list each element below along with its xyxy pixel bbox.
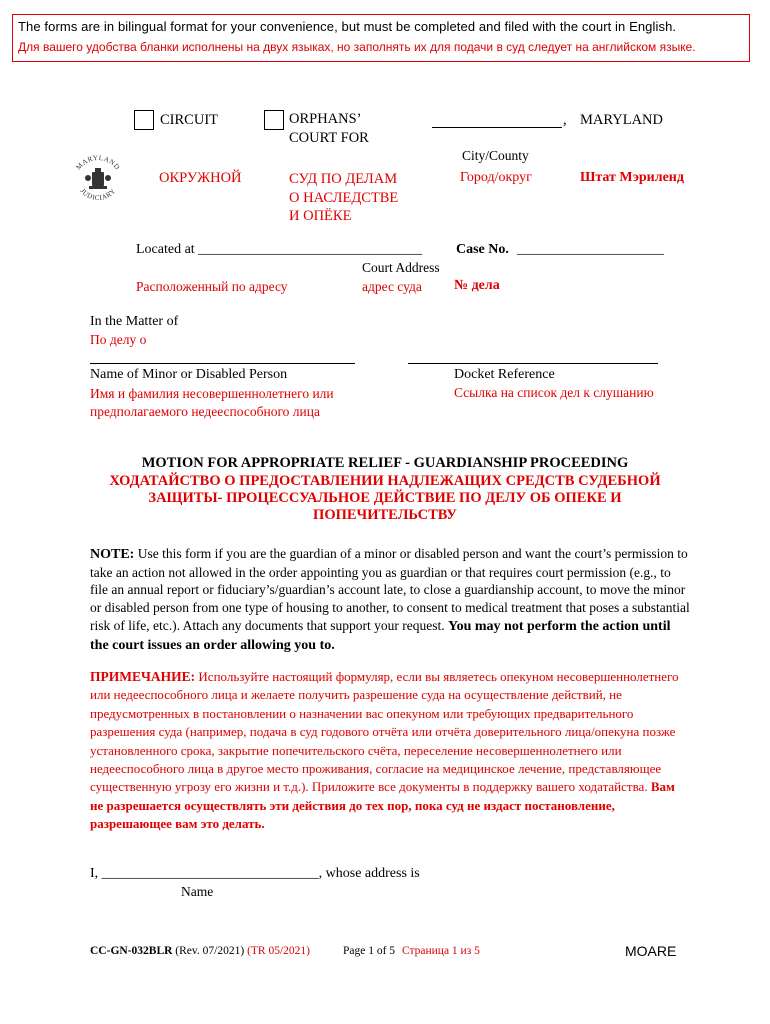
banner-russian-text: Для вашего удобства бланки исполнены на двух языках, но заполнять их для подачи в суд следует на английском языке. — [18, 40, 696, 54]
note-label: NOTE: — [90, 547, 135, 562]
minor-name-field[interactable] — [90, 363, 355, 364]
note-bold-text-ru: Вам не разрешается осуществлять эти действия до тех пор, пока суд не издаст постановление, разрешающее вам это делать. — [90, 779, 675, 832]
form-title-ru-1: ХОДАТАЙСТВО О ПРЕДОСТАВЛЕНИИ НАДЛЕЖАЩИХ СРЕДСТВ СУДЕБНОЙ — [109, 473, 661, 489]
seal-top-text: MARYLAND — [74, 153, 122, 172]
form-title-ru — [80, 473, 690, 524]
form-title-ru-2: ЗАЩИТЫ- ПРОЦЕССУАЛЬНОЕ ДЕЙСТВИЕ ПО ДЕЛУ ОБ ОПЕКЕ И — [148, 490, 622, 506]
circuit-court-checkbox[interactable] — [134, 110, 154, 130]
orphans-court-label-ru — [289, 170, 398, 226]
comma: , — [563, 112, 567, 128]
applicant-name-label: Name — [181, 884, 214, 899]
orphans-ru-line-2: О НАСЛЕДСТВЕ — [289, 189, 399, 206]
form-id: CC-GN-032BLR — [90, 945, 173, 957]
orphans-line-1: ORPHANS’ — [289, 111, 362, 127]
in-the-matter-label-ru: По делу о — [90, 332, 147, 347]
maryland-judiciary-seal — [68, 150, 128, 210]
minor-name-label-ru-2: предполагаемого недееспособного лица — [90, 404, 320, 419]
orphans-ru-line-1: СУД ПО ДЕЛАМ — [289, 171, 398, 187]
circuit-label-ru: ОКРУЖНОЙ — [159, 170, 242, 186]
minor-name-label-ru — [90, 385, 334, 421]
banner-english-text: The forms are in bilingual format for your convenience, but must be completed and filed with the court in English. — [18, 19, 677, 34]
note-paragraph — [90, 545, 690, 654]
maryland-label-ru: Штат Мэриленд — [580, 170, 684, 185]
in-the-matter-label: In the Matter of — [90, 314, 179, 329]
note-paragraph-ru — [90, 668, 690, 834]
form-revision: (Rev. 07/2021) — [172, 945, 245, 957]
form-title: MOTION FOR APPROPRIATE RELIEF - GUARDIANSHIP PROCEEDING — [141, 455, 629, 471]
case-no-label: Case No. — [456, 242, 509, 257]
docket-reference-label: Docket Reference — [454, 367, 555, 382]
minor-name-label: Name of Minor or Disabled Person — [90, 367, 288, 382]
docket-reference-field[interactable] — [408, 363, 658, 364]
case-no-field[interactable]: _____________________ — [517, 242, 664, 257]
city-county-label-ru: Город/округ — [460, 170, 532, 185]
svg-text:JUDICIARY — [79, 187, 118, 202]
page-number — [343, 945, 480, 957]
case-no-label-ru: № дела — [454, 278, 500, 293]
circuit-label: CIRCUIT — [160, 112, 218, 128]
located-at-label-ru: Расположенный по адресу — [136, 279, 288, 294]
translation-revision: (TR 05/2021) — [244, 945, 310, 957]
form-footer — [90, 945, 310, 957]
note-text-ru: Используйте настоящий формуляр, если вы являетесь опекуном несовершеннолетнего или недееспособного лица и желаете получить разрешение суда на осуществление действий, не предусмотренных в постановлении о назначении вас опекуном или требующих предварительного разрешения суда (например, подача в суд годового отчёта или отчёта доверительного лица/опекуна позже установленного срока, закрытие попечительского счёта, переселение несовершеннолетнего или недееспособного лица в другое место проживания, согласие на медицинское лечение, представляющее существенную угрозу его жизни и т.д.). Приложите все документы в поддержку вашего ходатайства. — [90, 669, 679, 795]
form-title-ru-3: ПОПЕЧИТЕЛЬСТВУ — [313, 507, 457, 523]
maryland-label: MARYLAND — [580, 112, 663, 128]
orphans-court-checkbox[interactable] — [264, 110, 284, 130]
bilingual-notice-banner — [12, 14, 750, 62]
page-number-ru: Страница 1 из 5 — [401, 945, 480, 957]
seal-bottom-text: JUDICIARY — [78, 186, 118, 203]
located-at-field[interactable]: Located at ________________________________ — [136, 242, 423, 257]
minor-name-label-ru-1: Имя и фамилия несовершеннолетнего или — [90, 386, 334, 401]
city-county-field[interactable] — [432, 127, 562, 128]
note-bold-text: You may not perform the action until the court issues an order allowing you to. — [90, 618, 671, 653]
city-county-label: City/County — [462, 148, 529, 163]
page-number-en: Page 1 of 5 — [343, 945, 396, 957]
more-button[interactable]: MOARE — [625, 943, 677, 959]
note-label-ru: ПРИМЕЧАНИЕ: — [90, 669, 196, 684]
orphans-line-2: COURT FOR — [289, 130, 369, 146]
applicant-name-field[interactable]: I, _______________________________, whose address is — [90, 866, 420, 881]
orphans-ru-line-3: И ОПЁКЕ — [289, 208, 352, 224]
court-address-label-ru: адрес суда — [362, 279, 422, 294]
court-address-label: Court Address — [362, 260, 440, 275]
docket-reference-label-ru: Ссылка на список дел к слушанию — [454, 385, 654, 400]
orphans-court-label — [289, 110, 369, 148]
note-text: Use this form if you are the guardian of a minor or disabled person and want the court’s permission to take an action not allowed in the order appointing you as guardian or that requires court permission (e.g., to file an annual report or fiduciary’s/guardian’s account late, to close a guardianship account, to move the minor or disabled person from one type of housing to another, to consent to medical treatment that poses a substantial risk of life, etc.). Attach any documents that support your request. — [90, 546, 690, 633]
